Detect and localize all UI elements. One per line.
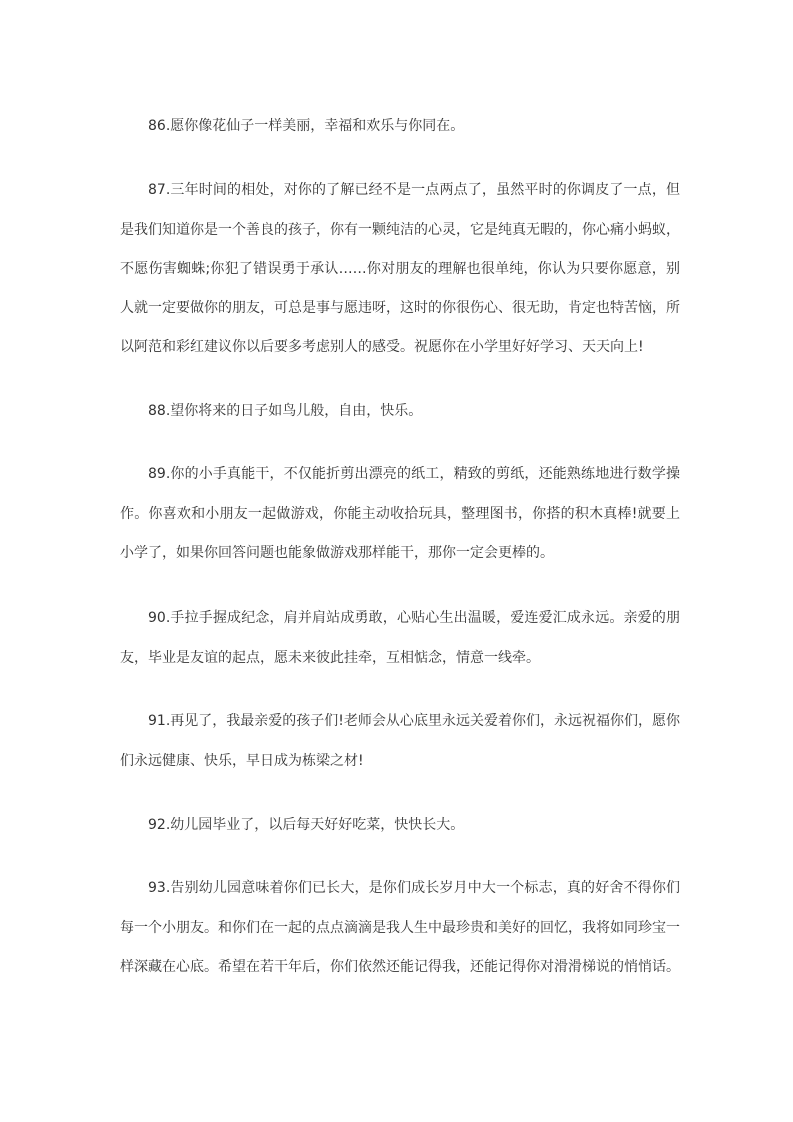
paragraph-90-line-1: 90.手拉手握成纪念，肩并肩站成勇敢，心贴心生出温暖，爱连爱汇成永远。亲爱的朋: [148, 610, 680, 626]
paragraph-91-line-1: 91.再见了，我最亲爱的孩子们!老师会从心底里永远关爱着你们，永远祝福你们，愿你: [148, 713, 680, 729]
paragraph-93-line-3: 样深藏在心底。希望在若干年后，你们依然还能记得我，还能记得你对滑滑梯说的悄悄话。: [120, 959, 680, 975]
paragraph-93-line-1: 93.告别幼儿园意味着你们已长大，是你们成长岁月中大一个标志，真的好舍不得你们: [148, 880, 680, 896]
paragraph-90-line-2: 友，毕业是友谊的起点，愿未来彼此挂牵，互相惦念，情意一线牵。: [120, 650, 540, 666]
paragraph-87-line-4: 人就一定要做你的朋友，可总是事与愿违呀，这时的你很伤心、很无助，肯定也特苦恼，所: [120, 300, 680, 316]
paragraph-89-line-1: 89.你的小手真能干，不仅能折剪出漂亮的纸工，精致的剪纸，还能熟练地进行数学操: [148, 466, 680, 482]
paragraph-89-line-3: 小学了，如果你回答问题也能象做游戏那样能干，那你一定会更棒的。: [120, 545, 554, 561]
paragraph-92-line-1: 92.幼儿园毕业了，以后每天好好吃菜，快快长大。: [148, 817, 465, 833]
paragraph-89-line-2: 作。你喜欢和小朋友一起做游戏，你能主动收拾玩具，整理图书，你搭的积木真棒!就要上: [120, 506, 680, 522]
paragraph-87-line-2: 是我们知道你是一个善良的孩子，你有一颗纯洁的心灵，它是纯真无暇的，你心痛小蚂蚁，: [120, 222, 680, 238]
paragraph-87-line-5: 以阿范和彩红建议你以后要多考虑别人的感受。祝愿你在小学里好好学习、天天向上!: [120, 339, 644, 355]
paragraph-91-line-2: 们永远健康、快乐，早日成为栋梁之材!: [120, 753, 364, 769]
paragraph-87-line-1: 87.三年时间的相处，对你的了解已经不是一点两点了，虽然平时的你调皮了一点，但: [148, 182, 680, 198]
paragraph-88-line-1: 88.望你将来的日子如鸟儿般，自由，快乐。: [148, 403, 423, 419]
paragraph-87-line-3: 不愿伤害蜘蛛;你犯了错误勇于承认……你对朋友的理解也很单纯，你认为只要你愿意，别: [120, 261, 680, 277]
paragraph-86-line-1: 86.愿你像花仙子一样美丽，幸福和欢乐与你同在。: [148, 118, 465, 134]
paragraph-93-line-2: 每一个小朋友。和你们在一起的点点滴滴是我人生中最珍贵和美好的回忆，我将如同珍宝一: [120, 920, 680, 936]
